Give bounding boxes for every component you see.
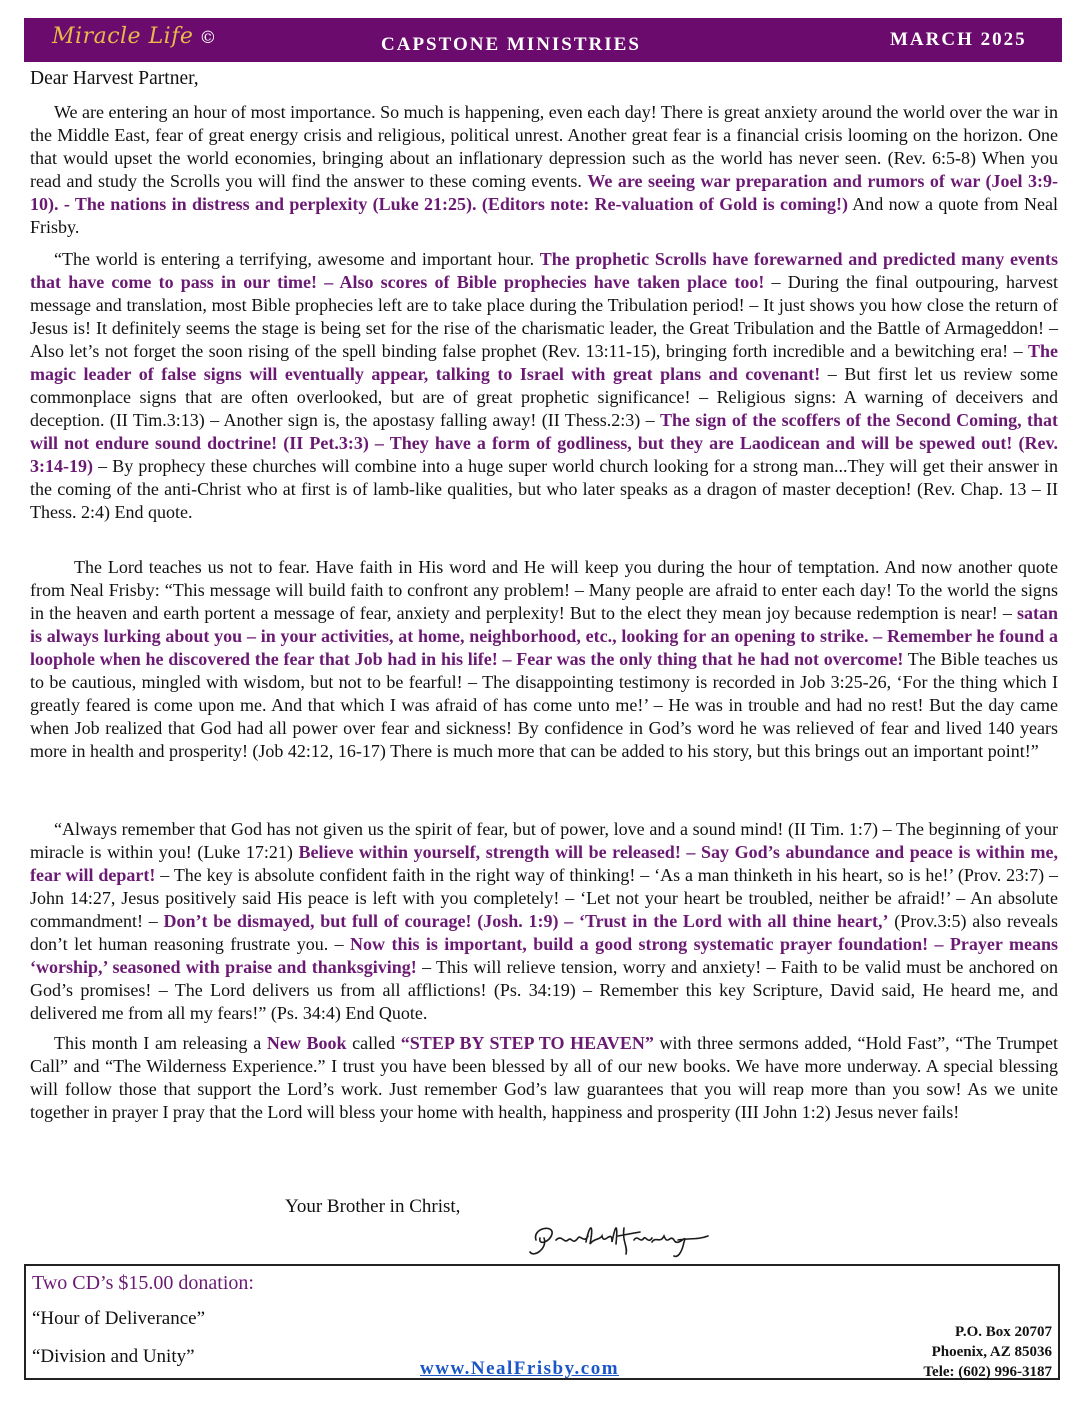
handwritten-signature xyxy=(528,1218,728,1265)
body-text: – The key is absolute confident faith in the right way of thinking! – ‘As a man thinketh in his heart, so is he!’ (Prov. 23:7) – John 14:27, Jesus positively said His peace is left with you completely! – ‘Let not your heart be troubled, neither be afraid!’ – An absolute commandment! – xyxy=(30,865,1058,931)
address-line: Phoenix, AZ 85036 xyxy=(931,1344,1052,1360)
highlighted-text: The prophetic Scrolls have forewarned and predicted many events that have come to pass in our time! – Also scores of Bible prophecies have taken place too! xyxy=(30,249,1058,292)
body-text: – During the final outpouring, harvest message and translation, most Bible prophecies left are to take place during the Tribulation period! – It just shows you how close the return of Jesus is! It definitely seems the stage is being set for the rise of the charismatic leader, the Great Tribulation and the Battle of Armageddon! – Also let’s not forget the soon rising of the spell binding false prophet (Rev. 13:11-15), bringing forth incredible and a bewitching era! – xyxy=(30,272,1058,361)
highlighted-text: Believe within yourself, strength will be released! – Say God’s abundance and peace is within me, fear will depart! xyxy=(30,842,1058,885)
body-text: “The world is entering a terrifying, awesome and important hour. xyxy=(54,249,540,269)
salutation: Dear Harvest Partner, xyxy=(30,68,199,89)
letter-paragraph xyxy=(30,1032,1058,1124)
body-text: This month I am releasing a xyxy=(54,1033,267,1053)
brand-logo xyxy=(52,24,217,49)
copyright-mark: © xyxy=(199,28,217,48)
highlighted-text: satan is always lurking about you – in your activities, at home, neighborhood, etc., looking for an opening to strike. – Remember he found a loophole when he discovered the fear that Job had in his life! – Fear was the only thing that he had not overcome! xyxy=(30,603,1058,669)
highlighted-text: The sign of the scoffers of the Second Coming, that will not endure sound doctrine! (II Pet.3:3) – They have a form of godliness, but they are Laodicean and will be spewed out! (Rev. 3:14-19) xyxy=(30,410,1058,476)
letter-paragraph xyxy=(30,556,1058,763)
letter-paragraph xyxy=(30,818,1058,1025)
letter-paragraph xyxy=(30,248,1058,524)
address-line: Tele: (602) 996-3187 xyxy=(923,1364,1052,1380)
donation-title: Two CD’s $15.00 donation: xyxy=(32,1272,254,1294)
body-text: And now a quote from Neal Frisby. xyxy=(30,194,1058,237)
highlighted-text: Now this is important, build a good strong systematic prayer foundation! – Prayer means ‘worship,’ seasoned with praise and thanksgiving! xyxy=(30,934,1058,977)
body-text: (Prov.3:5) also reveals don’t let human reasoning frustrate you. – xyxy=(30,911,1058,954)
body-text: called xyxy=(346,1033,401,1053)
body-text: with three sermons added, “Hold Fast”, “The Trumpet Call” and “The Wilderness Experience.” I trust you have been blessed by all of our new books. We have more underway. A special blessing will follow those that support the Lord’s work. Just remember God’s law guarantees that you will reap more than you sow! As we unite together in prayer I pray that the Lord will bless your home with health, happiness and prosperity (III John 1:2) Jesus never fails! xyxy=(30,1033,1058,1122)
mailing-address xyxy=(923,1322,1052,1382)
body-text: – But first let us review some commonplace signs that are often overlooked, but are of great prophetic significance! – Religious signs: A warning of deceivers and deception. (II Tim.3:13) – Another sign is, the apostasy falling away! (II Thess.2:3) – xyxy=(30,364,1059,430)
signature-image xyxy=(528,1218,728,1260)
issue-date: MARCH 2025 xyxy=(890,29,1027,50)
highlighted-text: New Book xyxy=(266,1033,347,1053)
body-text: The Bible teaches us to be cautious, mingled with wisdom, but not to be fearful! – The disappointing testimony is recorded in Job 3:25-26, ‘For the thing which I greatly feared is come upon me. And that which I was afraid of has come unto me!’ – He was in trouble and had no rest! But the day came when Job realized that God had all power over fear and sickness! By confidence in God’s word he was relieved of fear and lived 140 years more in health and prosperity! (Job 42:12, 16-17) There is much more that can be added to his story, but this brings out an important point!” xyxy=(30,649,1058,761)
letter-paragraph xyxy=(30,101,1058,239)
brand-name: Miracle Life xyxy=(52,24,194,49)
highlighted-text: “STEP BY STEP TO HEAVEN” xyxy=(400,1033,654,1053)
cd-title: “Division and Unity” xyxy=(32,1346,195,1367)
address-line: P.O. Box 20707 xyxy=(955,1324,1052,1340)
website-link[interactable]: www.NealFrisby.com xyxy=(420,1358,620,1379)
cd-title: “Hour of Deliverance” xyxy=(32,1308,206,1329)
highlighted-text: Don’t be dismayed, but full of courage! (Josh. 1:9) – ‘Trust in the Lord with all thine heart,’ xyxy=(163,911,889,931)
highlighted-text: The magic leader of false signs will eventually appear, talking to Israel with great plans and covenant! xyxy=(30,341,1058,384)
highlighted-text: We are seeing war preparation and rumors of war (Joel 3:9-10). - The nations in distress and perplexity (Luke 21:25). (Editors note: Re-valuation of Gold is coming!) xyxy=(30,171,1058,214)
newsletter-header xyxy=(24,18,1062,62)
body-text: – By prophecy these churches will combine into a huge super world church looking for a strong man...They will get their answer in the coming of the anti-Christ who at first is of lamb-like qualities, but who later speaks as a dragon of master deception! (Rev. Chap. 13 – II Thess. 2:4) End quote. xyxy=(30,456,1058,522)
organization-name: CAPSTONE MINISTRIES xyxy=(381,34,641,55)
body-text: “Always remember that God has not given us the spirit of fear, but of power, love and a sound mind! (II Tim. 1:7) – The beginning of your miracle is within you! (Luke 17:21) xyxy=(30,819,1058,862)
body-text: The Lord teaches us not to fear. Have faith in His word and He will keep you during the hour of temptation. And now another quote from Neal Frisby: “This message will build faith to confront any problem! – Many people are afraid to enter each day! To the world the signs in the heaven and earth portent a message of fear, anxiety and perplexity! But to the elect they mean joy because redemption is near! – xyxy=(30,557,1058,623)
body-text: – This will relieve tension, worry and anxiety! – Faith to be valid must be anchored on God’s promises! – The Lord delivers us from all afflictions! (Ps. 34:19) – Remember this key Scripture, David said, He heard me, and delivered me from all my fears!” (Ps. 34:4) End Quote. xyxy=(30,957,1058,1023)
body-text: We are entering an hour of most importance. So much is happening, even each day! There is great anxiety around the world over the war in the Middle East, fear of great energy crisis and religious, political unrest. Another great fear is a financial crisis looming on the horizon. One that would upset the world economies, bringing about an inflationary depression such as the world has never seen. (Rev. 6:5-8) When you read and study the Scrolls you will find the answer to these coming events. xyxy=(30,102,1058,191)
donation-box xyxy=(24,1264,1060,1380)
closing-line: Your Brother in Christ, xyxy=(285,1196,461,1217)
